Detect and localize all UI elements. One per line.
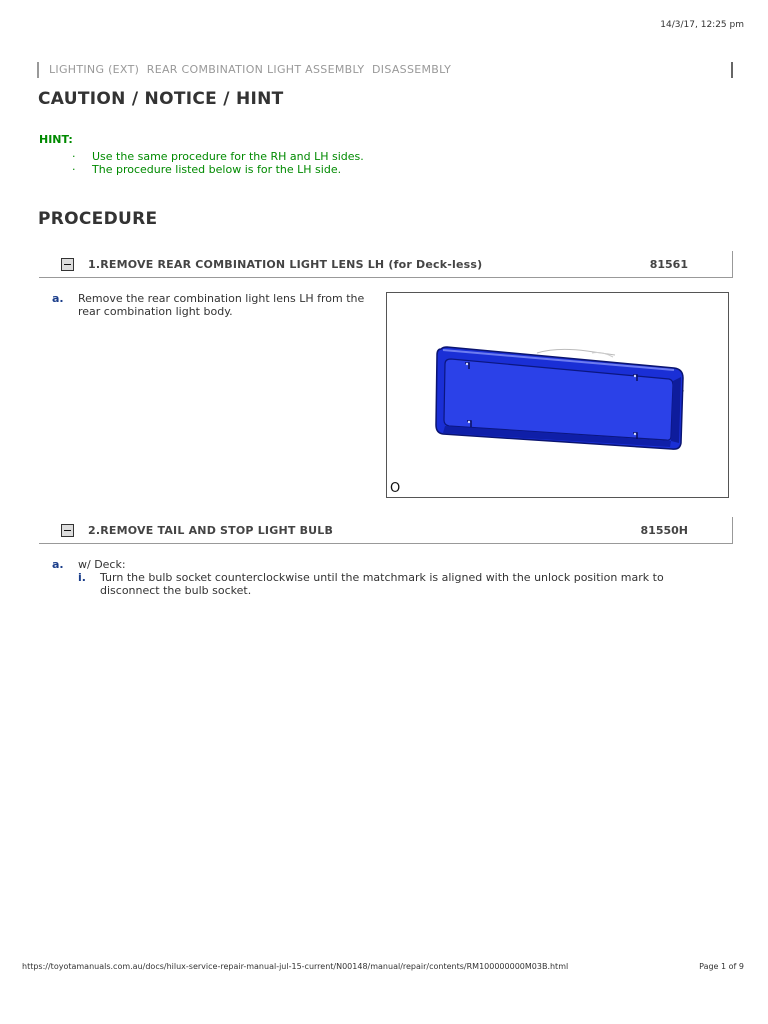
caution-heading: CAUTION / NOTICE / HINT [38,89,284,109]
step-2-code: 81550H [640,524,688,537]
step-1-header[interactable] [39,251,733,278]
breadcrumb-text[interactable]: LIGHTING (EXT) REAR COMBINATION LIGHT ASSEMBLY DISASSEMBLY [49,63,452,76]
step-1-code: 81561 [649,258,688,271]
lens-illustration-figure [386,292,729,498]
collapse-toggle-icon[interactable] [61,524,74,537]
breadcrumb [37,62,733,78]
footer-page-number: Page 1 of 9 [699,962,744,971]
step-2-header[interactable] [39,517,733,544]
print-timestamp: 14/3/17, 12:25 pm [660,20,744,30]
figure-label: O [390,481,401,496]
footer-url[interactable]: https://toyotamanuals.com.au/docs/hilux-service-repair-manual-jul-15-current/N00148/manual/repair/contents/RM100000000M03B.html [22,962,569,971]
step-1-substep-text: Remove the rear combination light lens LH from the rear combination light body. [78,292,365,318]
hint-item: · The procedure listed below is for the LH side. [72,163,364,176]
hint-item: · Use the same procedure for the RH and LH sides. [72,150,364,163]
step-2-sub-letter: i. [78,571,86,584]
collapse-toggle-icon[interactable] [61,258,74,271]
step-1-title: 1.REMOVE REAR COMBINATION LIGHT LENS LH (for Deck-less) [88,258,483,271]
breadcrumb-right-divider [731,62,733,78]
step-2-substep-letter: a. [52,558,64,571]
rear-lens-illustration [387,293,728,497]
hint-label: HINT: [39,133,73,146]
step-1-substep-letter: a. [52,292,64,305]
step-2-title: 2.REMOVE TAIL AND STOP LIGHT BULB [88,524,334,537]
step-2-sub-text: Turn the bulb socket counterclockwise until the matchmark is aligned with the unlock position mark to disconnect the bulb socket. [100,571,664,597]
procedure-heading: PROCEDURE [38,209,158,229]
step-2-substep-text: w/ Deck: [78,558,126,571]
breadcrumb-left-divider [37,62,39,78]
hint-list [72,150,364,176]
